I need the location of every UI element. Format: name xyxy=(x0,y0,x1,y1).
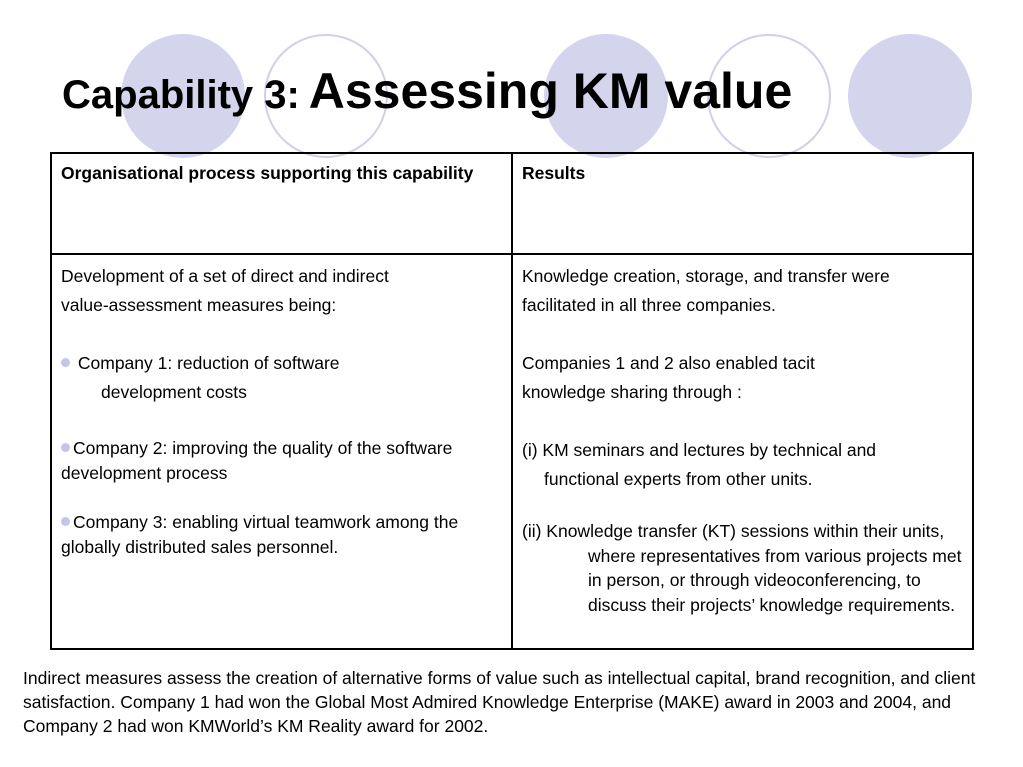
footnote: Indirect measures assess the creation of alternative forms of value such as intellectual capital, brand recognition, and client satisfaction. Company 1 had won the Global Most Admired Knowledge Enterprise (MAKE) award in 2003 and 2004, and Company 2 had won KMWorld’s KM Reality award for 2002. xyxy=(23,668,976,736)
company2-item xyxy=(61,436,502,485)
bullet-icon xyxy=(61,517,70,526)
results-p2-line1: Companies 1 and 2 also enabled tacit xyxy=(522,353,815,373)
process-intro-line1: Development of a set of direct and indirect xyxy=(61,266,389,286)
header-results: Results xyxy=(512,153,973,254)
company2-text: Company 2: improving the quality of the software development process xyxy=(61,438,453,483)
company3-item xyxy=(61,510,502,559)
title-main: Assessing KM value xyxy=(308,63,793,119)
process-intro-line2: value-assessment measures being: xyxy=(61,295,337,315)
results-item1-line1: (i) KM seminars and lectures by technical and xyxy=(522,440,877,460)
results-p1-line1: Knowledge creation, storage, and transfer were xyxy=(522,266,890,286)
company1-line1: Company 1: reduction of software xyxy=(77,353,340,373)
bullet-icon xyxy=(61,358,70,367)
results-p1-line2: facilitated in all three companies. xyxy=(522,295,776,315)
results-item1-line2: functional experts from other units. xyxy=(544,469,813,489)
process-cell xyxy=(51,254,512,649)
slide-title xyxy=(62,63,793,119)
bullet-icon xyxy=(61,443,70,452)
capability-table xyxy=(50,152,974,650)
results-cell xyxy=(512,254,973,649)
company1-line2: development costs xyxy=(101,382,247,402)
table-row xyxy=(51,254,973,649)
company3-text: Company 3: enabling virtual teamwork among the globally distributed sales personnel. xyxy=(61,512,459,557)
title-prefix: Capability 3: xyxy=(62,73,300,117)
table-header-row xyxy=(51,153,973,254)
results-item2: (ii) Knowledge transfer (KT) sessions within their units, where representatives from various projects met in person, or through videoconferencing, to discuss their projects’ knowledge requirements. xyxy=(522,521,962,615)
decorative-circle-filled xyxy=(848,34,972,158)
company1-item xyxy=(61,349,502,378)
header-process: Organisational process supporting this capability xyxy=(51,153,512,254)
results-p2-line2: knowledge sharing through : xyxy=(522,382,742,402)
